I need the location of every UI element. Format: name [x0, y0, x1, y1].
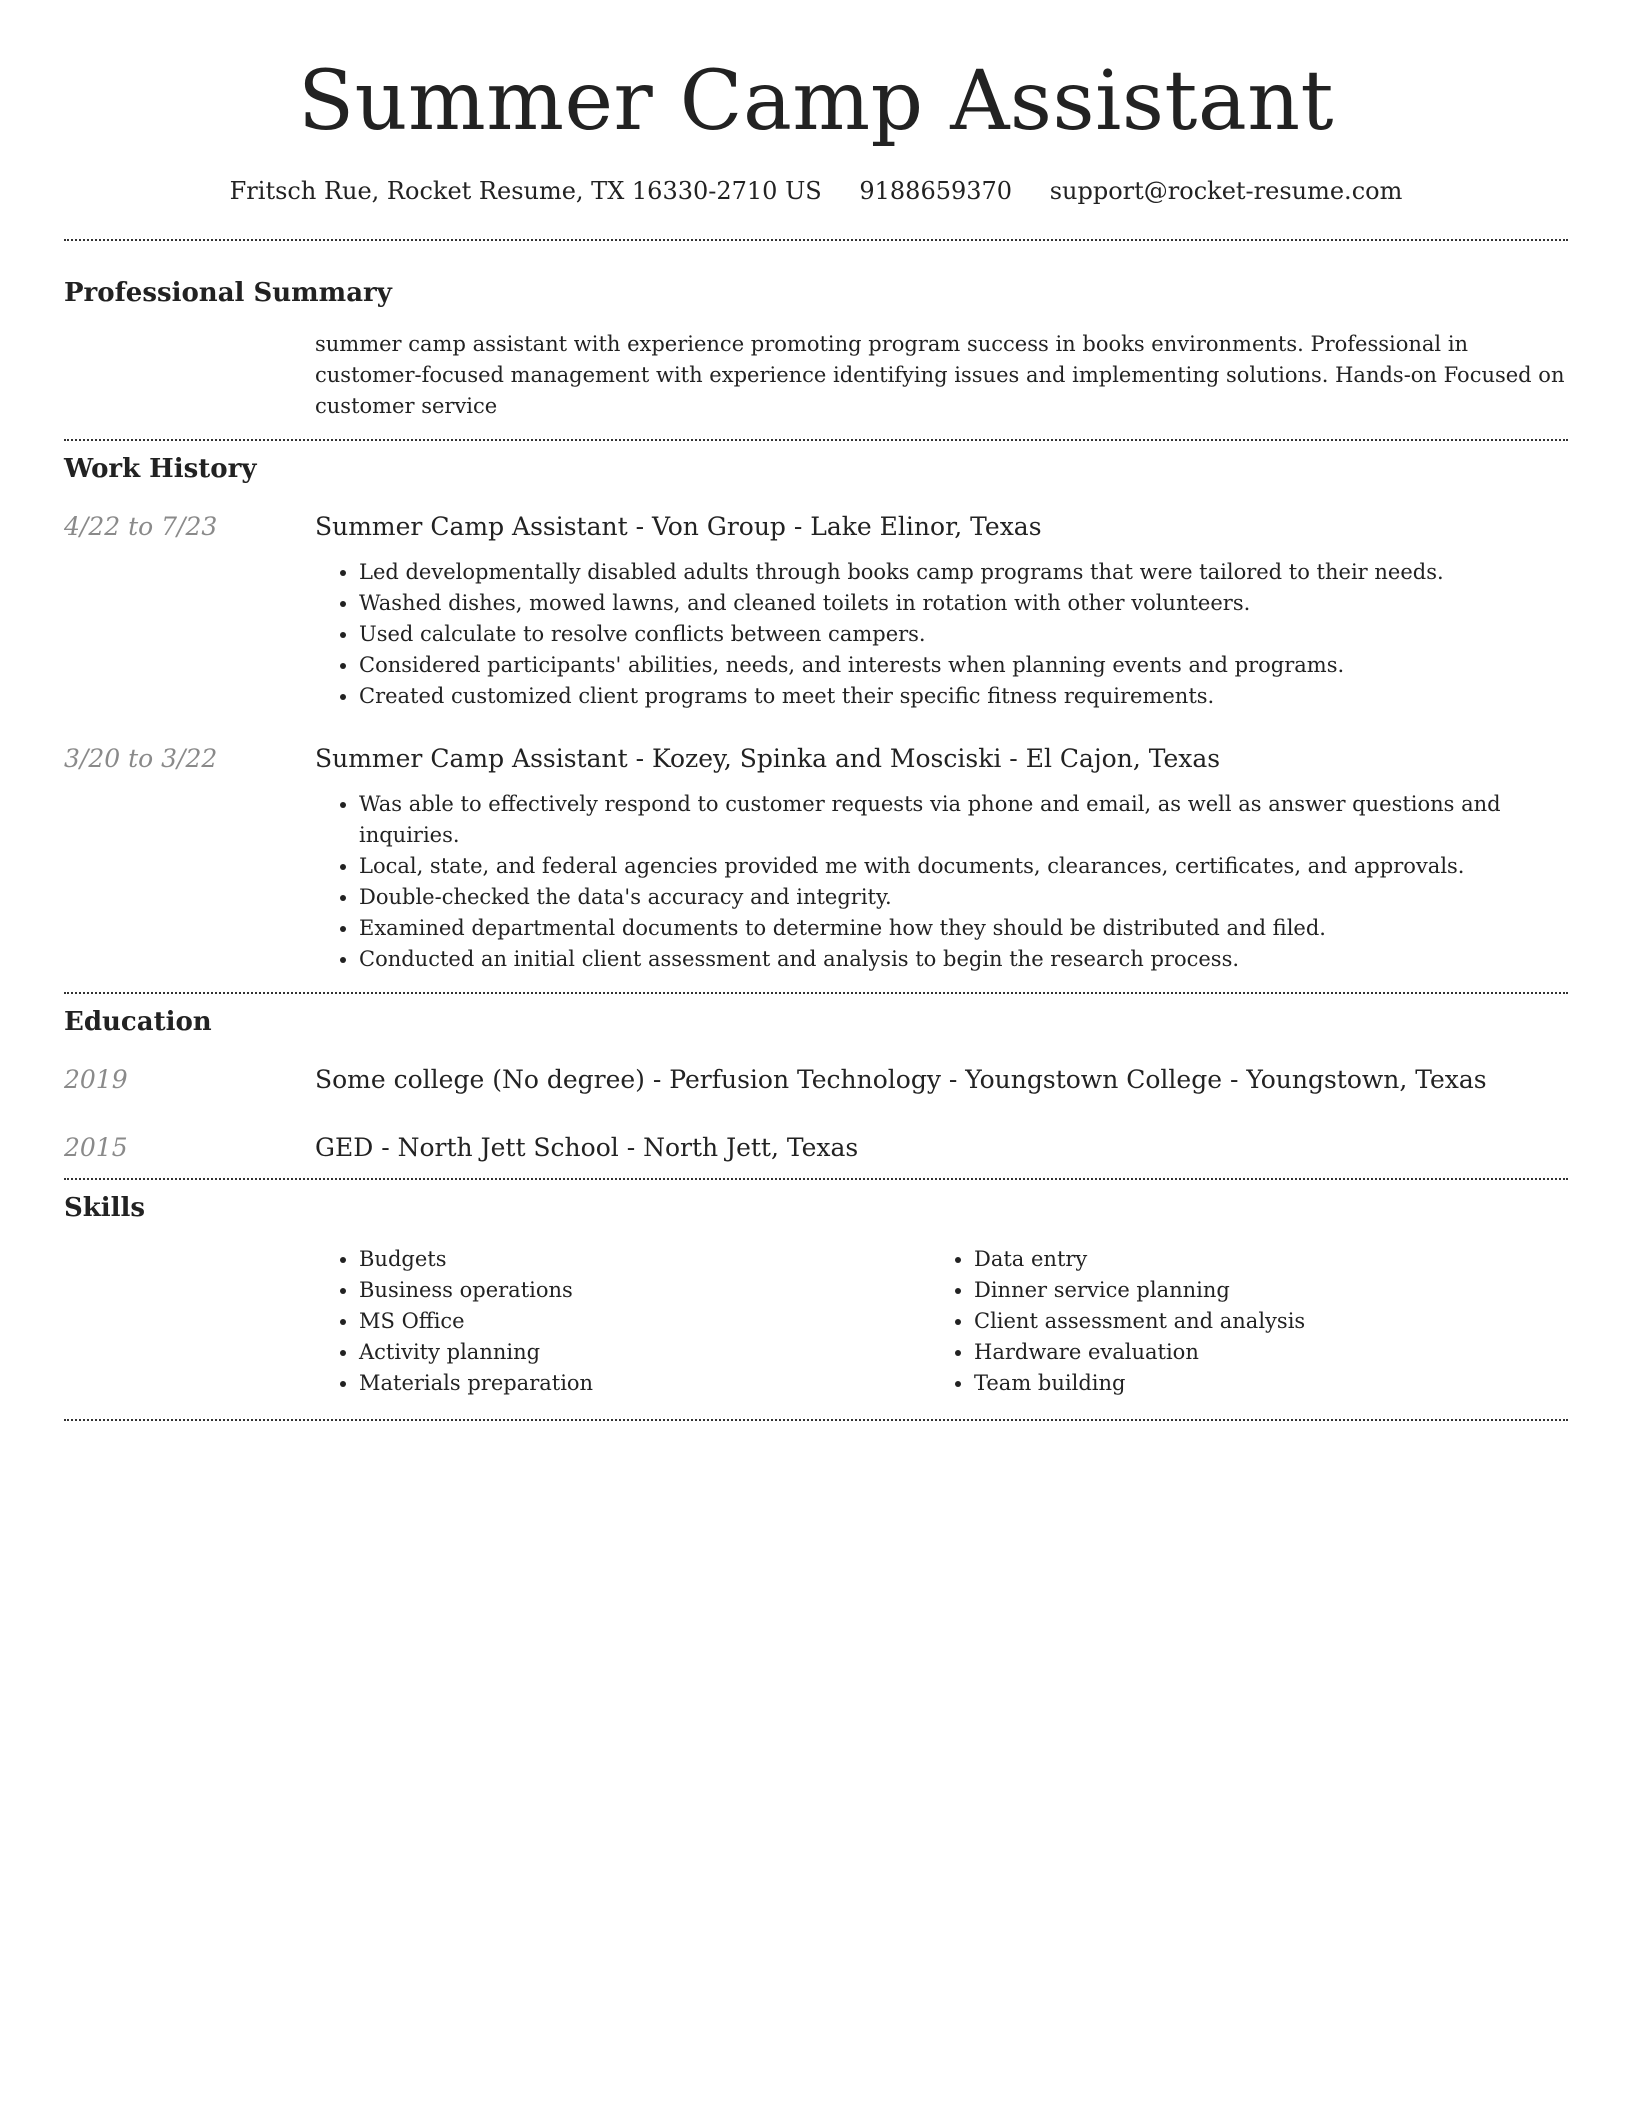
contact-phone: 9188659370 — [859, 177, 1013, 205]
skills-grid — [315, 1244, 1568, 1399]
summary-divider — [64, 439, 1568, 441]
contact-address: Fritsch Rue, Rocket Resume, TX 16330-2710 US — [229, 177, 822, 205]
skill-item: • Activity planning — [359, 1337, 930, 1368]
candidate-name: Summer Camp Assistant — [297, 54, 1335, 149]
job-entry — [64, 743, 1568, 975]
resume-page — [64, 0, 1568, 1421]
header-divider — [64, 239, 1568, 241]
skill-item: • Budgets — [359, 1244, 930, 1275]
summary-section — [64, 277, 1568, 422]
education-title: Education — [64, 1007, 212, 1037]
job-dates: 4/22 to 7/23 — [64, 512, 218, 541]
skill-item: • Data entry — [974, 1244, 1305, 1275]
job-bullet: • Examined departmental documents to determine how they should be distributed and filed. — [359, 913, 1568, 944]
skill-item: • Materials preparation — [359, 1368, 930, 1399]
education-heading: GED - North Jett School - North Jett, Texas — [315, 1133, 859, 1162]
job-bullet: • Double-checked the data's accuracy and integrity. — [359, 882, 1568, 913]
job-bullet: • Washed dishes, mowed lawns, and cleaned toilets in rotation with other volunteers. — [359, 588, 1568, 619]
work-section — [64, 453, 1568, 975]
skills-title: Skills — [64, 1193, 146, 1223]
job-entry — [64, 511, 1568, 712]
job-bullet: • Was able to effectively respond to customer requests via phone and email, as well as answer questions and inquiries. — [359, 789, 1568, 851]
education-year: 2015 — [64, 1133, 128, 1162]
job-heading: Summer Camp Assistant - Von Group - Lake Elinor, Texas — [315, 512, 1042, 541]
skills-divider — [64, 1419, 1568, 1421]
summary-title: Professional Summary — [64, 278, 392, 308]
work-title: Work History — [64, 454, 257, 484]
skill-item: • Hardware evaluation — [974, 1337, 1305, 1368]
contact-email: support@rocket-resume.com — [1049, 177, 1403, 205]
job-bullet: • Created customized client programs to meet their specific fitness requirements. — [359, 681, 1568, 712]
job-bullets — [315, 557, 1568, 712]
summary-text: summer camp assistant with experience promoting program success in books environments. Professional in customer-focused management with experience identifying issues and implementing solutions. Hands-on Focused on customer service — [315, 332, 1565, 418]
job-bullet: • Led developmentally disabled adults through books camp programs that were tailored to their needs. — [359, 557, 1568, 588]
education-section — [64, 1006, 1568, 1164]
skill-item: • Client assessment and analysis — [974, 1306, 1305, 1337]
skills-section — [64, 1192, 1568, 1399]
job-bullet: • Local, state, and federal agencies provided me with documents, clearances, certificates, and approvals. — [359, 851, 1568, 882]
job-bullet: • Conducted an initial client assessment and analysis to begin the research process. — [359, 944, 1568, 975]
skill-item: • Team building — [974, 1368, 1305, 1399]
job-bullet: • Considered participants' abilities, needs, and interests when planning events and programs. — [359, 650, 1568, 681]
education-year: 2019 — [64, 1065, 128, 1094]
skill-item: • Dinner service planning — [974, 1275, 1305, 1306]
job-heading: Summer Camp Assistant - Kozey, Spinka and Mosciski - El Cajon, Texas — [315, 744, 1221, 773]
skill-item: • Business operations — [359, 1275, 930, 1306]
skill-item: • MS Office — [359, 1306, 930, 1337]
job-bullet: • Used calculate to resolve conflicts between campers. — [359, 619, 1568, 650]
education-divider — [64, 1178, 1568, 1180]
education-entry — [64, 1064, 1568, 1096]
contact-line — [64, 176, 1568, 206]
job-dates: 3/20 to 3/22 — [64, 744, 218, 773]
skills-column-1 — [315, 1244, 930, 1399]
education-heading: Some college (No degree) - Perfusion Technology - Youngstown College - Youngstown, Texas — [315, 1065, 1487, 1094]
skills-column-2 — [930, 1244, 1305, 1399]
work-divider — [64, 992, 1568, 994]
education-entry — [64, 1132, 1568, 1164]
job-bullets — [315, 789, 1568, 975]
